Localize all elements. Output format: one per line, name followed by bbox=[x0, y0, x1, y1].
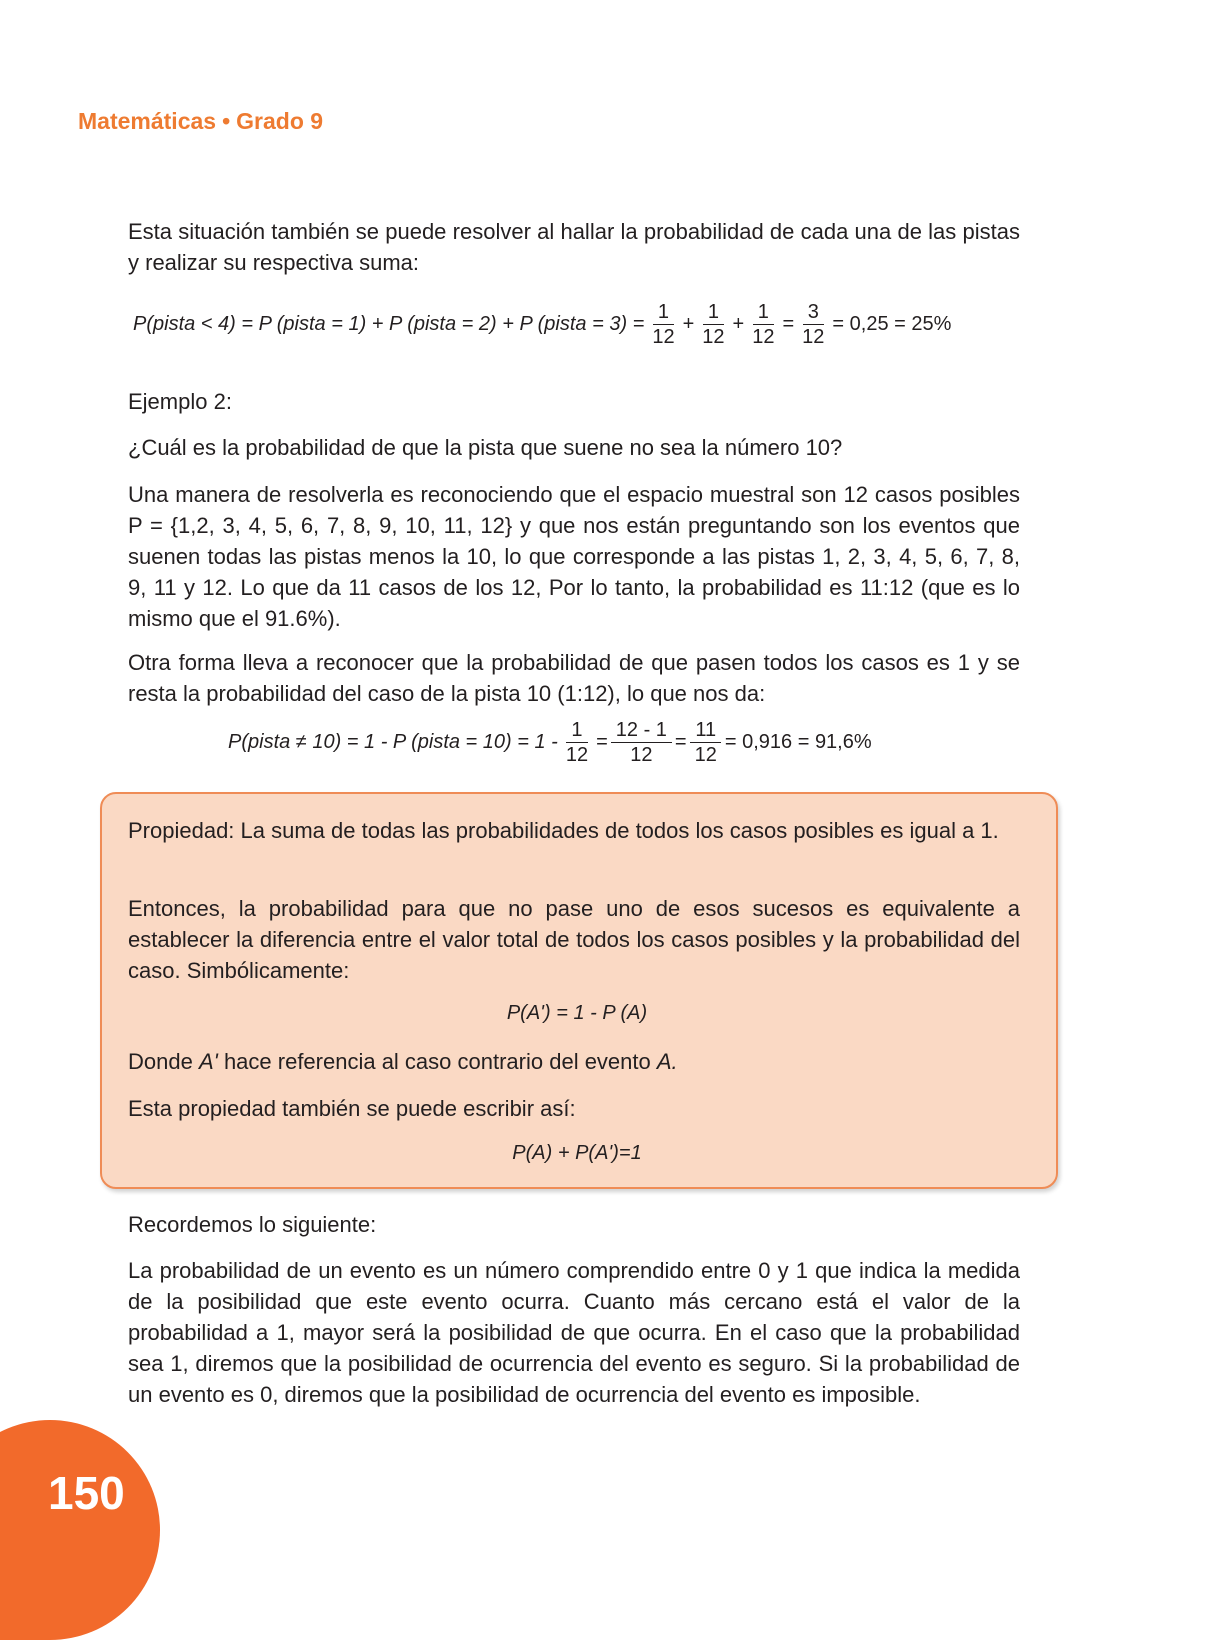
equation-result: = 0,25 = 25% bbox=[832, 313, 952, 335]
property-statement: Propiedad: La suma de todas las probabilidades de todos los casos posibles es igual a 1. bbox=[128, 818, 999, 843]
complement-formula: P(A') = 1 - P (A) bbox=[506, 1002, 648, 1024]
operator: + bbox=[682, 313, 695, 335]
operator: = bbox=[782, 313, 795, 335]
header-separator: • bbox=[222, 108, 231, 134]
fraction: $\frac{1}{12}$ bbox=[702, 301, 725, 348]
fraction: $\frac{1}{12}$ bbox=[752, 301, 775, 348]
fraction: $\frac{12 - 1}{12}$ bbox=[611, 718, 672, 767]
equation-result: = 0,916 = 91,6% bbox=[724, 731, 872, 753]
page-header bbox=[78, 108, 323, 135]
example-title: Ejemplo 2: bbox=[128, 389, 232, 414]
probability-definition: La probabilidad de un evento es un número comprendido entre 0 y 1 que indica la medida de la posibilidad que este evento ocurra. Cuanto más cercano está el valor de la probabilidad a 1, mayor será la posibilidad de que ocurra. En el caso que la probabilidad sea 1, diremos que la posibilidad de ocurrencia del evento es seguro. Si la probabilidad de un evento es 0, diremos que la posibilidad de ocurrencia del evento es imposible. bbox=[128, 1258, 1020, 1407]
also-text: Esta propiedad también se puede escribir así: bbox=[128, 1096, 576, 1121]
where-text: Donde A' hace referencia al caso contrario del evento A. bbox=[128, 1049, 678, 1074]
equation-lhs: P(pista ≠ 10) = 1 - P (pista = 10) = 1 - bbox=[228, 731, 558, 753]
sum-formula: P(A) + P(A')=1 bbox=[512, 1142, 642, 1164]
property-explanation: Entonces, la probabilidad para que no pase uno de esos sucesos es equivalente a establecer la diferencia entre el valor total de todos los casos posibles y la probabilidad del caso. Simbólicamente: bbox=[128, 896, 1020, 983]
page-number-badge bbox=[0, 1420, 160, 1640]
operator: = bbox=[596, 731, 608, 753]
equation-sum bbox=[133, 300, 951, 349]
recall-title: Recordemos lo siguiente: bbox=[128, 1212, 377, 1237]
grade-title: Grado 9 bbox=[236, 108, 324, 134]
solution-paragraph-1: Una manera de resolverla es reconociendo que el espacio muestral son 12 casos posibles P = {1,2, 3, 4, 5, 6, 7, 8, 9, 10, 11, 12} y que nos están preguntando son los eventos que suenen todas las pistas menos la 10, lo que corresponde a las pistas 1, 2, 3, 4, 5, 6, 7, 8, 9, 11 y 12. Lo que da 11 casos de los 12, Por lo tanto, la probabilidad es 11:12 (que es lo mismo que el 91.6%). bbox=[128, 482, 1020, 631]
fraction: $\frac{1}{12}$ bbox=[565, 719, 589, 766]
fraction: $\frac{3}{12}$ bbox=[802, 301, 825, 348]
intro-paragraph: Esta situación también se puede resolver al hallar la probabilidad de cada una de las pistas y realizar su respectiva suma: bbox=[128, 219, 1020, 275]
operator: + bbox=[732, 313, 745, 335]
operator: = bbox=[674, 731, 687, 753]
subject-title: Matemáticas bbox=[78, 108, 217, 134]
property-box bbox=[100, 792, 1058, 1189]
fraction: $\frac{11}{12}$ bbox=[690, 718, 722, 767]
question-text: ¿Cuál es la probabilidad de que la pista que suene no sea la número 10? bbox=[128, 435, 843, 460]
equation-lhs: P(pista < 4) = P (pista = 1) + P (pista = 2) + P (pista = 3) = bbox=[133, 313, 645, 335]
page-number: 150 bbox=[48, 1467, 125, 1519]
solution-paragraph-2: Otra forma lleva a reconocer que la probabilidad de que pasen todos los casos es 1 y se resta la probabilidad del caso de la pista 10 (1:12), lo que nos da: bbox=[128, 650, 1020, 706]
fraction: $\frac{1}{12}$ bbox=[652, 301, 675, 348]
equation-complement bbox=[228, 718, 872, 767]
